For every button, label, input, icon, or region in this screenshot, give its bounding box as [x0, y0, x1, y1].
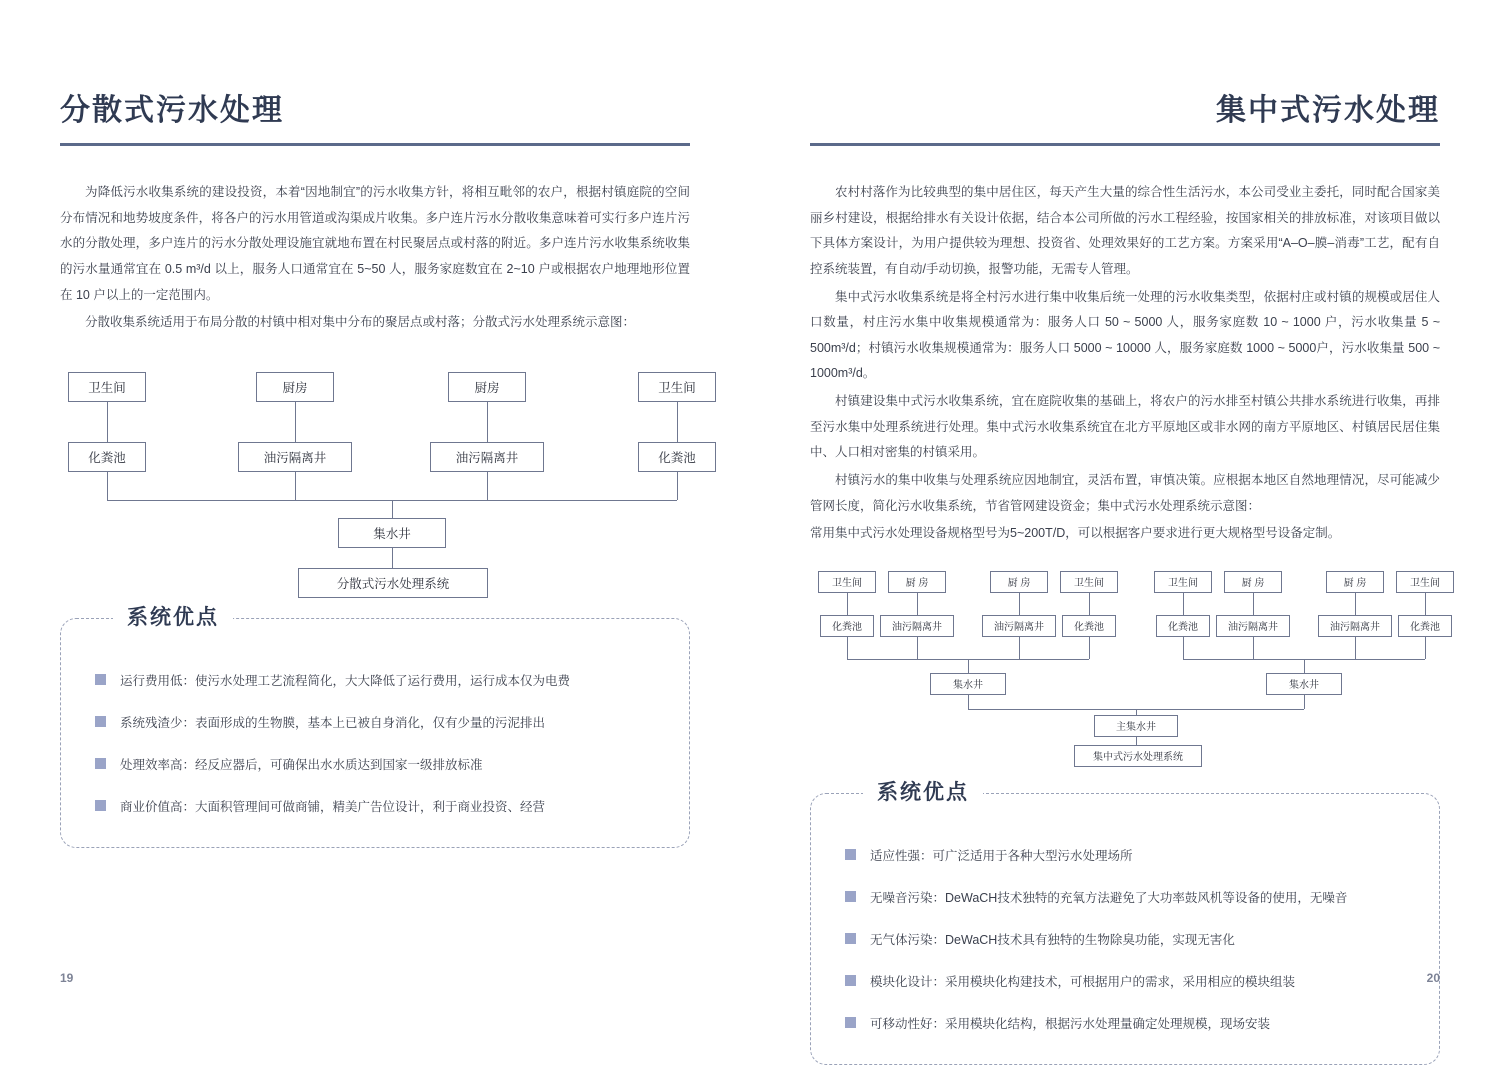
- diagram-node: 化粪池: [68, 442, 146, 472]
- diagram-connector: [677, 472, 678, 500]
- list-item: [95, 713, 655, 733]
- square-bullet-icon: [845, 849, 856, 860]
- paragraph: 为降低污水收集系统的建设投资，本着“因地制宜”的污水收集方针，将相互毗邻的农户，根据村镇庭院的空间分布情况和地势坡度条件，将各户的污水用管道或沟渠成片收集。多户连片污水分散收集意味着可实行多户连片污水的分散处理，多户连片的污水分散处理设施宜就地布置在村民聚居点或村落的附近。多户连片污水收集系统收集的污水量通常宜在 0.5 m³/d 以上，服务人口通常宜在 5~50 人，服务家庭数宜在 2~10 户或根据农户地理地形位置在 10 户以上的一定范围内。: [60, 185, 690, 302]
- list-item: [95, 797, 655, 817]
- diagram-node: 集水井: [1266, 673, 1342, 695]
- diagram-node: 主集水井: [1094, 715, 1178, 737]
- diagram-connector: [1253, 637, 1254, 659]
- diagram-node: 集水井: [338, 518, 446, 548]
- diagram-connector: [487, 472, 488, 500]
- list-item: [95, 671, 655, 691]
- diagram-node: 卫生间: [1396, 571, 1454, 593]
- list-item-text: 商业价值高：大面积管理间可做商铺，精美广告位设计，利于商业投资、经营: [120, 799, 546, 814]
- page-right: [750, 0, 1500, 1031]
- advantages-list: [95, 671, 655, 817]
- square-bullet-icon: [95, 674, 106, 685]
- square-bullet-icon: [845, 933, 856, 944]
- title-rule: [810, 143, 1440, 146]
- diagram-connector: [295, 472, 296, 500]
- list-item-text: 模块化设计：采用模块化构建技术，可根据用户的需求，采用相应的模块组装: [870, 974, 1296, 989]
- list-item-text: 无噪音污染：DeWaCH技术独特的充氧方法避免了大功率鼓风机等设备的使用，无噪音: [870, 890, 1348, 905]
- page-number-left: 19: [60, 971, 74, 985]
- paragraph: 分散收集系统适用于布局分散的村镇中相对集中分布的聚居点或村落；分散式污水处理系统示意图：: [85, 315, 636, 330]
- diagram-connector: [1136, 737, 1137, 745]
- diagram-connector: [1253, 593, 1254, 615]
- diagram-node: 化粪池: [638, 442, 716, 472]
- diagram-connector: [1425, 637, 1426, 659]
- list-item: [845, 846, 1405, 866]
- page-number-right: 20: [1426, 971, 1440, 985]
- diagram-connector: [392, 548, 393, 568]
- paragraph: 集中式污水收集系统是将全村污水进行集中收集后统一处理的污水收集类型，依据村庄或村镇的规模或居住人口数量，村庄污水集中收集规模通常为：服务人口 50 ~ 5000 人，服务家庭数 10 ~ 1000 户，污水收集量 5 ~ 500m³/d；村镇污水收集规模通常为：服务人口 5000 ~ 10000 人，服务家庭数 1000 ~ 5000户，污水收集量 500 ~ 1000m³/d。: [810, 289, 1440, 381]
- diagram-connector: [1304, 659, 1305, 673]
- paragraph: 村镇建设集中式污水收集系统，宜在庭院收集的基础上，将农户的污水排至村镇公共排水系统进行收集，再排至污水集中处理系统进行处理。集中式污水收集系统宜在北方平原地区或非水网的南方平原地区、村镇居民居住集中、人口相对密集的村镇采用。: [810, 394, 1440, 460]
- list-item-text: 无气体污染：DeWaCH技术具有独特的生物除臭功能，实现无害化: [870, 932, 1235, 947]
- advantages-card-right: [810, 780, 1440, 1065]
- diagram-node: 分散式污水处理系统: [298, 568, 488, 598]
- square-bullet-icon: [95, 800, 106, 811]
- list-item: [845, 930, 1405, 950]
- diagram-connector: [1425, 593, 1426, 615]
- diagram-node: 厨 房: [888, 571, 946, 593]
- paragraph: 常用集中式污水处理设备规格型号为5~200T/D，可以根据客户要求进行更大规格型号设备定制。: [810, 526, 1341, 541]
- diagram-connector: [295, 402, 296, 442]
- list-item: [845, 1014, 1405, 1034]
- diagram-node: 集中式污水处理系统: [1074, 745, 1202, 767]
- list-item: [845, 972, 1405, 992]
- diagram-connector: [917, 637, 918, 659]
- diagram-connector: [1304, 695, 1305, 709]
- diagram-connector: [677, 402, 678, 442]
- advantages-heading: 系统优点: [113, 601, 233, 631]
- diagram-node: 化粪池: [820, 615, 874, 637]
- diagram-node: 卫生间: [1154, 571, 1212, 593]
- page-title: 分散式污水处理: [60, 94, 284, 127]
- diagram-node: 集水井: [930, 673, 1006, 695]
- body-text-right: [810, 180, 1440, 547]
- advantages-card-left: [60, 605, 690, 848]
- page-left: [0, 0, 750, 1025]
- diagram-node: 化粪池: [1156, 615, 1210, 637]
- list-item-text: 适应性强：可广泛适用于各种大型污水处理场所: [870, 848, 1133, 863]
- diagram-connector: [917, 593, 918, 615]
- square-bullet-icon: [95, 716, 106, 727]
- list-item: [845, 888, 1405, 908]
- diagram-node: 卫生间: [638, 372, 716, 402]
- square-bullet-icon: [845, 975, 856, 986]
- diagram-node: 油污隔离井: [430, 442, 544, 472]
- paragraph: 村镇污水的集中收集与处理系统应因地制宜，灵活布置，审慎决策。应根据本地区自然地理情况，尽可能减少管网长度，简化污水收集系统，节省管网建设资金；集中式污水处理系统示意图：: [810, 472, 1440, 513]
- square-bullet-icon: [95, 758, 106, 769]
- list-item-text: 运行费用低：使污水处理工艺流程简化，大大降低了运行费用，运行成本仅为电费: [120, 673, 571, 688]
- diagram-node: 卫生间: [818, 571, 876, 593]
- diagram-connector: [1183, 593, 1184, 615]
- square-bullet-icon: [845, 1017, 856, 1028]
- square-bullet-icon: [845, 891, 856, 902]
- diagram-connector: [1019, 637, 1020, 659]
- diagram-connector: [847, 593, 848, 615]
- diagram-node: 厨 房: [1326, 571, 1384, 593]
- diagram-connector: [1183, 637, 1184, 659]
- page-title: 集中式污水处理: [1216, 94, 1440, 127]
- diagram-connector: [107, 402, 108, 442]
- diagram-connector: [1089, 593, 1090, 615]
- diagram-connector: [487, 402, 488, 442]
- diagram-connector: [968, 695, 969, 709]
- diagram-connector: [1089, 637, 1090, 659]
- diagram-decentralized: [60, 362, 696, 592]
- diagram-connector: [392, 500, 393, 518]
- diagram-node: 化粪池: [1398, 615, 1452, 637]
- diagram-node: 卫生间: [68, 372, 146, 402]
- diagram-connector: [1019, 593, 1020, 615]
- diagram-node: 油污隔离井: [982, 615, 1056, 637]
- diagram-node: 厨 房: [990, 571, 1048, 593]
- diagram-node: 卫生间: [1060, 571, 1118, 593]
- advantages-list: [845, 846, 1405, 1034]
- diagram-connector: [847, 637, 848, 659]
- diagram-connector: [1355, 593, 1356, 615]
- diagram-connector: [107, 472, 108, 500]
- paragraph: 农村村落作为比较典型的集中居住区，每天产生大量的综合性生活污水，本公司受业主委托，同时配合国家美丽乡村建设，根据给排水有关设计依据，结合本公司所做的污水工程经验，按国家相关的排放标准，对该项目做以下具体方案设计，为用户提供较为理想、投资省、处理效果好的工艺方案。方案采用“A–O–膜–消毒”工艺，配有自控系统装置，有自动/手动切换，报警功能，无需专人管理。: [810, 185, 1440, 276]
- body-text-left: [60, 180, 690, 336]
- list-item-text: 可移动性好：采用模块化结构，根据污水处理量确定处理规模，现场安装: [870, 1016, 1271, 1031]
- diagram-node: 油污隔离井: [1318, 615, 1392, 637]
- diagram-node: 油污隔离井: [880, 615, 954, 637]
- list-item: [95, 755, 655, 775]
- title-rule: [60, 143, 690, 146]
- advantages-heading: 系统优点: [863, 776, 983, 806]
- diagram-node: 油污隔离井: [238, 442, 352, 472]
- diagram-connector: [968, 659, 969, 673]
- diagram-centralized: [810, 565, 1440, 764]
- diagram-node: 油污隔离井: [1216, 615, 1290, 637]
- diagram-node: 厨房: [256, 372, 334, 402]
- list-item-text: 处理效率高：经反应器后，可确保出水水质达到国家一级排放标准: [120, 757, 483, 772]
- diagram-node: 厨 房: [1224, 571, 1282, 593]
- list-item-text: 系统残渣少：表面形成的生物膜，基本上已被自身消化，仅有少量的污泥排出: [120, 715, 546, 730]
- diagram-node: 化粪池: [1062, 615, 1116, 637]
- diagram-connector: [1355, 637, 1356, 659]
- diagram-node: 厨房: [448, 372, 526, 402]
